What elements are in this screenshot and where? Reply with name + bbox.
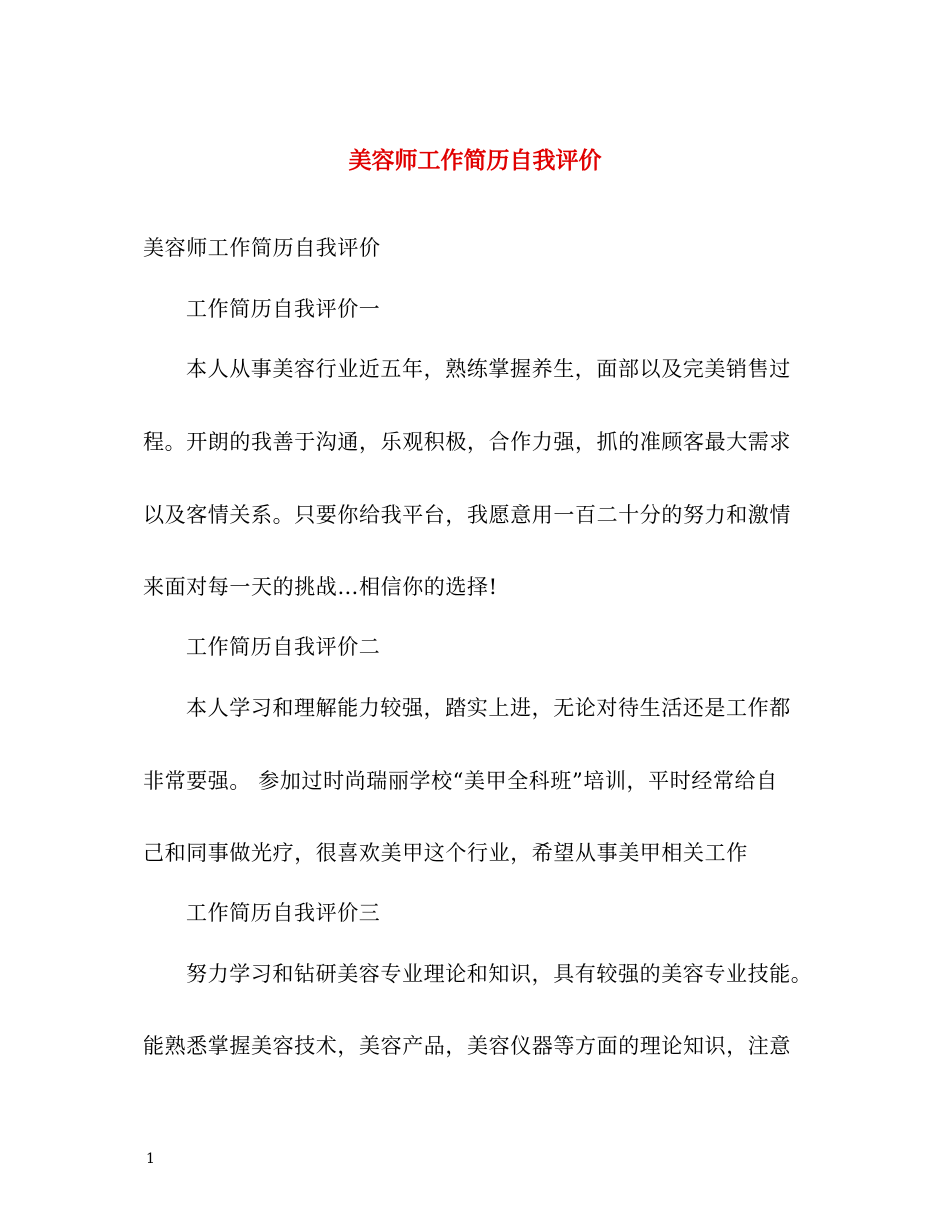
paragraph-line: 本人学习和理解能力较强，踏实上进，无论对待生活还是工作都 — [186, 696, 791, 720]
section-heading-1: 工作简历自我评价一 — [186, 297, 381, 321]
document-title: 美容师工作简历自我评价 — [348, 147, 602, 174]
section-heading-3: 工作简历自我评价三 — [186, 901, 381, 925]
paragraph-line: 非常要强。 参加过时尚瑞丽学校“美甲全科班”培训，平时经常给自 — [143, 769, 778, 793]
paragraph-line: 本人从事美容行业近五年，熟练掌握养生，面部以及完美销售过 — [186, 357, 791, 381]
subtitle-line: 美容师工作简历自我评价 — [143, 236, 381, 260]
paragraph-line: 以及客情关系。只要你给我平台，我愿意用一百二十分的努力和激情 — [143, 503, 791, 527]
paragraph-line: 程。开朗的我善于沟通，乐观积极，合作力强，抓的准顾客最大需求 — [143, 430, 791, 454]
paragraph-line: 来面对每一天的挑战…相信你的选择! — [143, 575, 498, 599]
page-number: 1 — [146, 1151, 155, 1167]
paragraph-line: 努力学习和钻研美容专业理论和知识，具有较强的美容专业技能。 — [186, 962, 813, 986]
paragraph-line: 己和同事做光疗，很喜欢美甲这个行业，希望从事美甲相关工作 — [143, 841, 748, 865]
paragraph-line: 能熟悉掌握美容技术，美容产品，美容仪器等方面的理论知识，注意 — [143, 1034, 791, 1058]
section-heading-2: 工作简历自我评价二 — [186, 635, 381, 659]
